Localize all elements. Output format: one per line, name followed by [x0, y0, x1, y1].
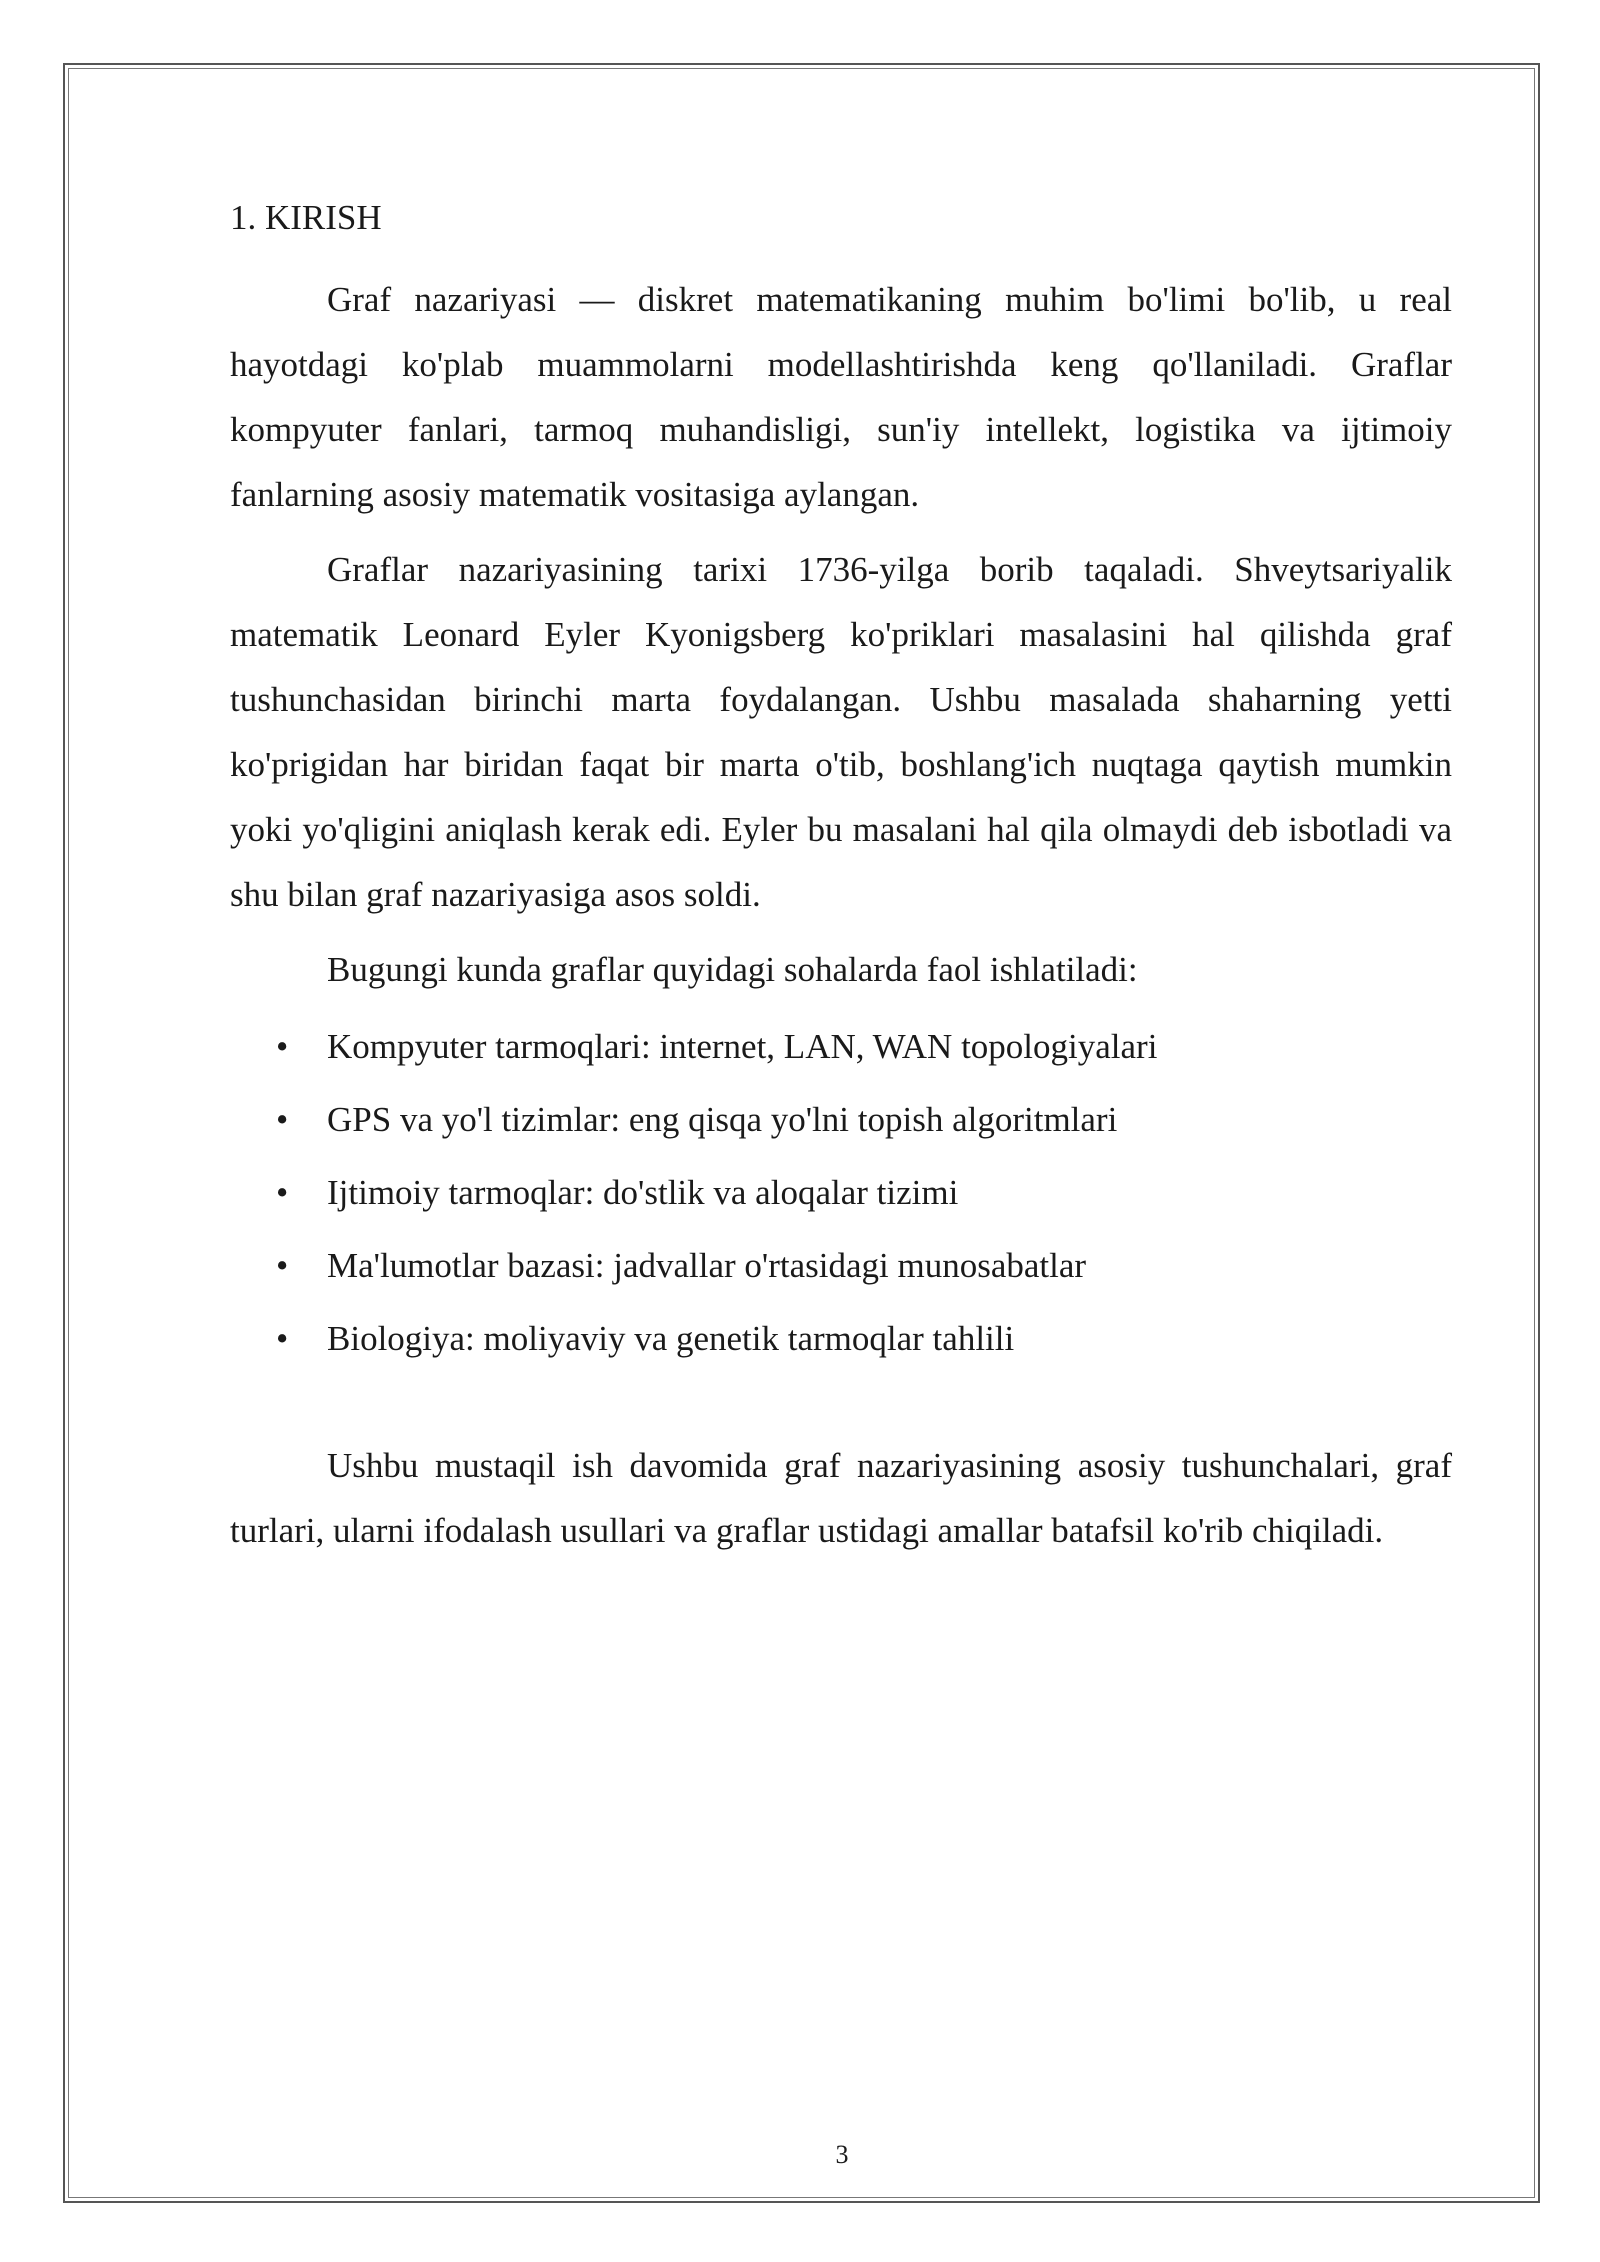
application-list [230, 1010, 1452, 1375]
list-item [230, 1156, 1452, 1229]
bullet-icon: • [276, 1173, 289, 1212]
bullet-icon: • [276, 1027, 289, 1066]
section-heading: 1. KIRISH [230, 198, 382, 237]
paragraph-history: Graflar nazariyasining tarixi 1736-yilga borib taqaladi. Shveytsariyalik matematik Leonard Eyler Kyonigsberg ko'priklari masalasini hal qilishda graf tushunchasidan birinchi marta foydalangan. Ushbu masalada shaharning yetti ko'prigidan har biridan faqat bir marta o'tib, boshlang'ich nuqtaga qaytish mumkin yoki yo'qligini aniqlash kerak edi. Eyler bu masalani hal qila olmaydi deb isbotladi va shu bilan graf nazariyasiga asos soldi. [230, 550, 1452, 914]
list-item [230, 1083, 1452, 1156]
document-body [230, 190, 1452, 1573]
bullet-icon: • [276, 1100, 289, 1139]
bullet-icon: • [276, 1246, 289, 1285]
list-item-text: GPS va yo'l tizimlar: eng qisqa yo'lni topish algoritmlari [327, 1100, 1118, 1139]
list-item-text: Biologiya: moliyaviy va genetik tarmoqlar tahlili [327, 1319, 1015, 1358]
list-item-text: Ijtimoiy tarmoqlar: do'stlik va aloqalar tizimi [327, 1173, 959, 1212]
list-item [230, 1229, 1452, 1302]
list-item [230, 1302, 1452, 1375]
paragraph-closing: Ushbu mustaqil ish davomida graf nazariyasining asosiy tushunchalari, graf turlari, ularni ifodalash usullari va graflar ustidagi amallar batafsil ko'rib chiqiladi. [230, 1446, 1452, 1550]
list-intro: Bugungi kunda graflar quyidagi sohalarda faol ishlatiladi: [327, 950, 1138, 989]
list-item [230, 1010, 1452, 1083]
spacer [230, 1375, 1452, 1433]
page-number: 3 [835, 2140, 849, 2169]
list-item-text: Ma'lumotlar bazasi: jadvallar o'rtasidagi munosabatlar [327, 1246, 1087, 1285]
paragraph-intro: Graf nazariyasi — diskret matematikaning muhim bo'limi bo'lib, u real hayotdagi ko'plab muammolarni modellashtirishda keng qo'llaniladi. Graflar kompyuter fanlari, tarmoq muhandisligi, sun'iy intellekt, logistika va ijtimoiy fanlarning asosiy matematik vositasiga aylangan. [230, 280, 1452, 514]
bullet-icon: • [276, 1319, 289, 1358]
list-item-text: Kompyuter tarmoqlari: internet, LAN, WAN topologiyalari [327, 1027, 1158, 1066]
